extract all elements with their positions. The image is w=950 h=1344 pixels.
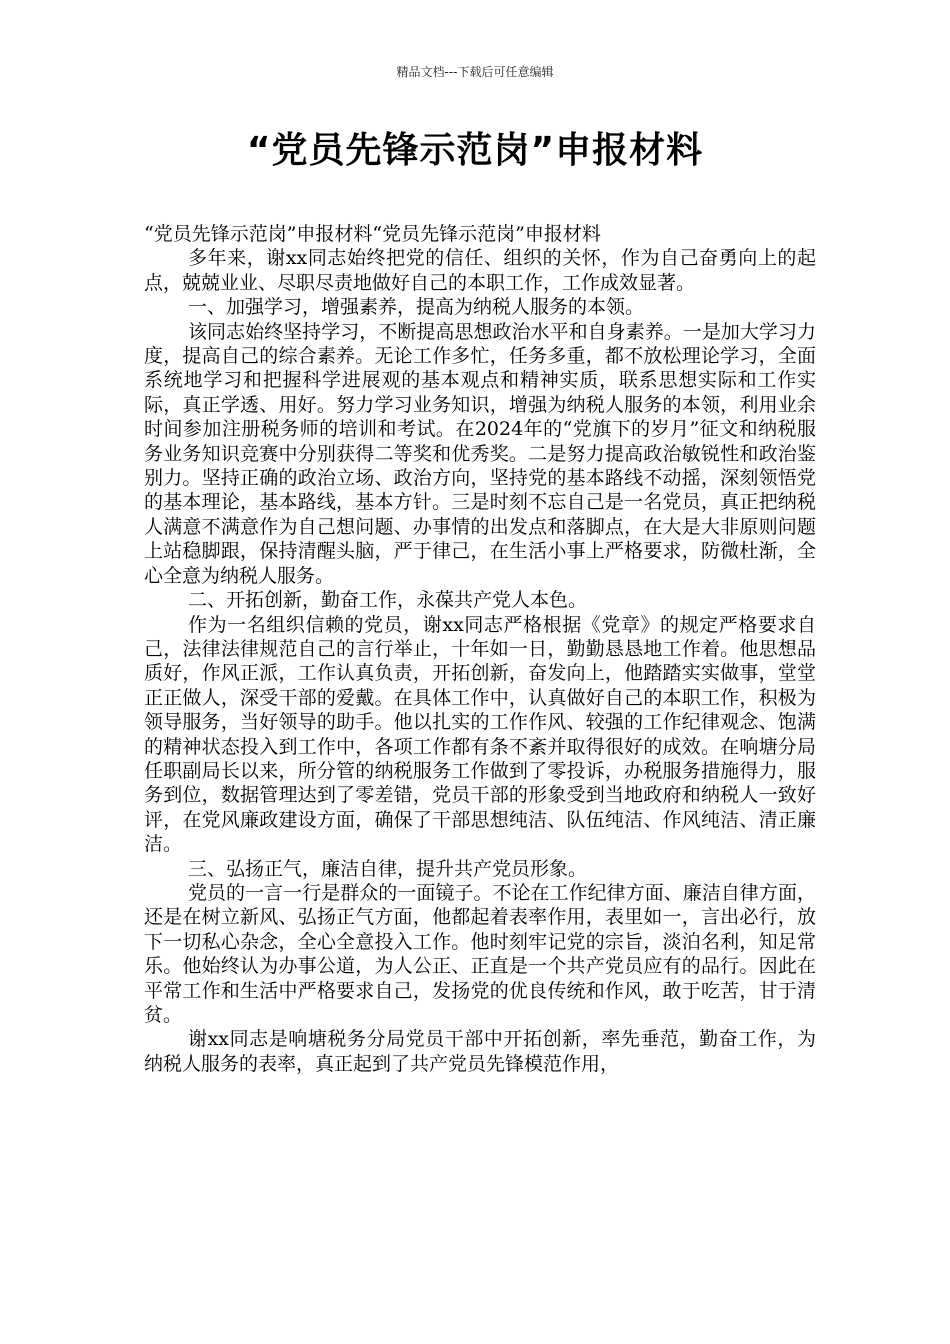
paragraph-section-3: 党员的一言一行是群众的一面镜子。不论在工作纪律方面、廉洁自律方面，还是在树立新风、弘扬正气方面，他都起着表率作用，表里如一，言出必行，放下一切私心杂念，全心全意投入工作。他时刻牢记党的宗旨，淡泊名利，知足常乐。他始终认为办事公道，为人公正、正直是一个共产党员应有的品行。因此在平常工作和生活中严格要求自己，发扬党的优良传统和作风，敢于吃苦，甘于清贫。 — [144, 881, 816, 1026]
paragraph-intro: 多年来，谢xx同志始终把党的信任、组织的关怀，作为自己奋勇向上的起点，兢兢业业、尽职尽责地做好自己的本职工作，工作成效显著。 — [144, 247, 816, 294]
paragraph-heading-repeat: “党员先锋示范岗”申报材料“党员先锋示范岗”申报材料 — [144, 223, 601, 245]
document-body — [144, 222, 816, 1076]
paragraph-section-2: 作为一名组织信赖的党员，谢xx同志严格根据《党章》的规定严格要求自己，法律法律规范自己的言行举止，十年如一日，勤勤恳恳地工作着。他思想品质好，作风正派，工作认真负责，开拓创新，奋发向上，他踏踏实实做事，堂堂正正做人，深受干部的爱戴。在具体工作中，认真做好自己的本职工作，积极为领导服务，当好领导的助手。他以扎实的工作作风、较强的工作纪律观念、饱满的精神状态投入到工作中，各项工作都有条不紊并取得很好的成效。在响塘分局任职副局长以来，所分管的纳税服务工作做到了零投诉，办税服务措施得力，服务到位，数据管理达到了零差错，党员干部的形象受到当地政府和纳税人一致好评，在党风廉政建设方面，确保了干部思想纯洁、队伍纯洁、作风纯洁、清正廉洁。 — [144, 613, 816, 856]
document-title: “党员先锋示范岗”申报材料 — [246, 130, 704, 171]
section-heading-1: 一、加强学习，增强素养，提高为纳税人服务的本领。 — [188, 296, 645, 319]
paragraph-conclusion: 谢xx同志是响塘税务分局党员干部中开拓创新，率先垂范，勤奋工作，为纳税人服务的表率，真正起到了共产党员先锋模范作用， — [144, 1028, 816, 1075]
header-note: 精品文档---下载后可任意编辑 — [396, 65, 554, 79]
paragraph-section-1: 该同志始终坚持学习，不断提高思想政治水平和自身素养。一是加大学习力度，提高自己的综合素养。无论工作多忙，任务多重，都不放松理论学习，全面系统地学习和把握科学进展观的基本观点和精神实质，联系思想实际和工作实际，真正学透、用好。努力学习业务知识，增强为纳税人服务的本领，利用业余时间参加注册税务师的培训和考试。在2024年的“党旗下的岁月”征文和纳税服务业务知识竞赛中分别获得二等奖和优秀奖。二是努力提高政治敏锐性和政治鉴别力。坚持正确的政治立场、政治方向，坚持党的基本路线不动摇，深刻领悟党的基本理论，基本路线，基本方针。三是时刻不忘自己是一名党员，真正把纳税人满意不满意作为自己想问题、办事情的出发点和落脚点，在大是大非原则问题上站稳脚跟，保持清醒头脑，严于律己，在生活小事上严格要求，防微杜渐，全心全意为纳税人服务。 — [144, 320, 816, 587]
section-heading-3: 三、弘扬正气，廉洁自律，提升共产党员形象。 — [188, 857, 588, 880]
section-heading-2: 二、开拓创新，勤奋工作，永葆共产党人本色。 — [188, 589, 588, 612]
